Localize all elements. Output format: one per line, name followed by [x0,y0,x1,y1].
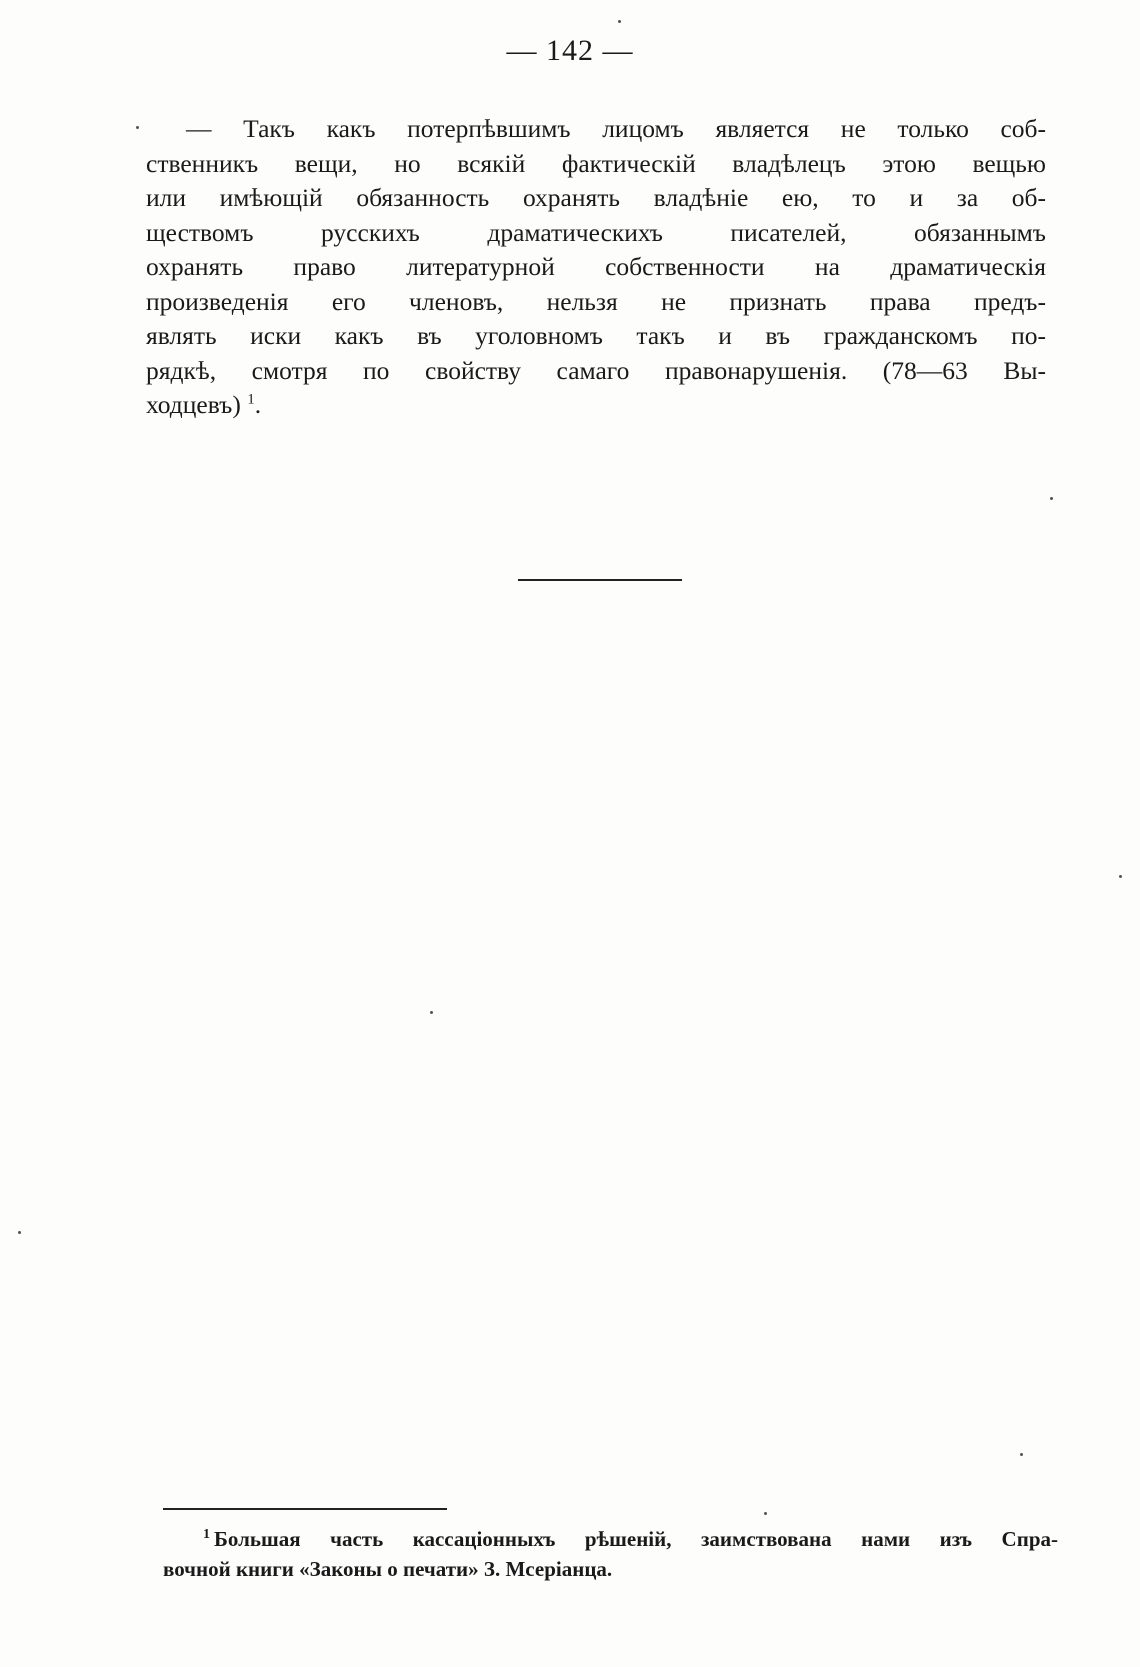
footnote [163,1524,1058,1584]
scan-speck [18,1231,21,1234]
body-line: или имѣющій обязанность охранять владѣніе ею, то и за об- [146,183,1046,212]
footnote-line [163,1524,1058,1554]
scan-speck [764,1512,767,1515]
scan-speck [1050,497,1053,500]
scan-speck [430,1011,433,1014]
body-line: рядкѣ, смотря по свойству самаго правонарушенія. (78—63 Вы- [146,355,1046,385]
footnote-reference: 1 [247,391,255,408]
body-line: ственникъ вещи, но всякій фактическій владѣлецъ этою вещью [146,148,1046,178]
body-line: охранять право литературной собственности на драматическія [146,252,1046,281]
scan-speck [1020,1453,1023,1456]
scan-speck [136,126,139,129]
body-paragraph [146,112,1046,423]
footnote-text: Большая часть кассаціонныхъ рѣшеній, заимствована нами изъ Спра- [214,1527,1058,1551]
body-line: являть иски какъ въ уголовномъ такъ и въ гражданскомъ по- [146,321,1046,350]
body-line-last: ходцевъ) $^1$. [146,390,262,419]
page-number: — 142 — [506,34,634,67]
section-divider [518,579,682,581]
body-line: ществомъ русскихъ драматическихъ писателей, обязаннымъ [146,217,1046,247]
footnote-line: вочной книги «Законы о печати» З. Мсеріанца. [163,1557,613,1581]
body-line: произведенія его членовъ, нельзя не признать права предъ- [146,286,1046,316]
footnote-divider [163,1508,447,1510]
body-line: — Такъ какъ потерпѣвшимъ лицомъ является не только соб- [186,114,1046,143]
scan-speck [1119,875,1122,878]
body-line-text: ходцевъ) [146,390,241,419]
scan-speck [618,20,621,23]
footnote-mark: 1 [203,1527,210,1542]
